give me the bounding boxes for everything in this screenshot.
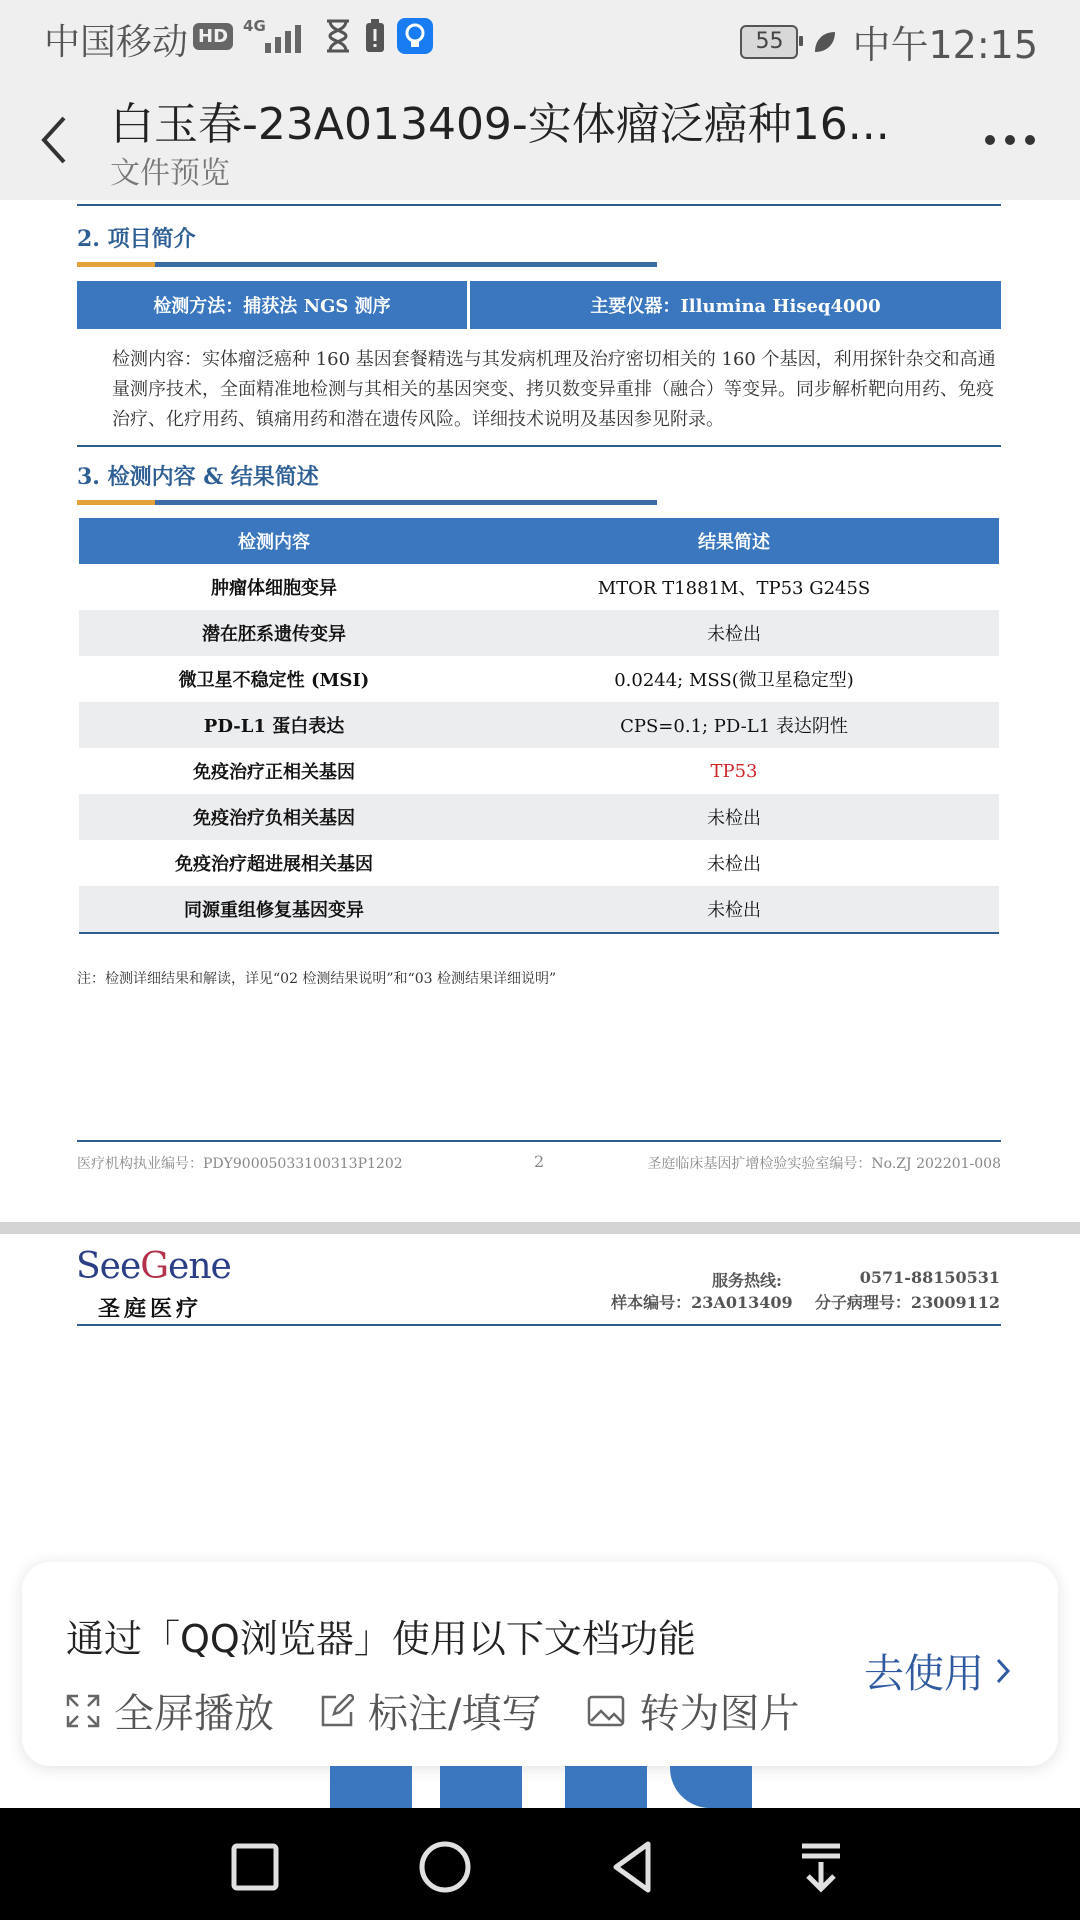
to-image-tool[interactable] [587,1682,799,1739]
license-number: 医疗机构执业编号：PDY90005033100313P1202 [77,1156,403,1172]
battery-level: 55 [755,29,784,54]
table-row [79,564,999,610]
chevron-right-icon [994,1656,1012,1686]
content-peek [565,1766,647,1808]
row-result: MTOR T1881M、TP53 G245S [597,578,871,599]
system-nav-bar [0,1808,1080,1920]
divider [77,1140,1001,1142]
table-row [79,656,999,702]
hd-icon: HD [193,23,233,50]
home-icon[interactable] [410,1832,480,1902]
battery-icon [740,25,798,59]
section-2-title: 2. 项目简介 [77,226,196,252]
divider [77,445,1001,447]
section-underline [77,262,657,267]
recent-apps-icon[interactable] [220,1832,290,1902]
row-result: 未检出 [707,624,761,645]
column-header: 检测内容 [238,532,310,553]
qq-browser-icon [397,18,433,54]
sample-ids: 样本编号：23A013409 分子病理号：23009112 [611,1293,1000,1312]
promo-tools [66,1682,845,1739]
title-bar [0,78,1080,200]
signal-icon [243,17,313,55]
page-separator [0,1222,1080,1234]
fullscreen-icon [66,1694,100,1728]
status-icons [193,16,433,56]
page-number: 2 [534,1152,545,1171]
cta-label: 去使用 [864,1651,984,1697]
status-right [740,14,1038,69]
content-peek [330,1766,412,1808]
row-item: 同源重组修复基因变异 [184,900,364,921]
go-use-button[interactable] [864,1642,1012,1699]
table-row [79,610,999,656]
notification-pulldown-icon[interactable] [786,1832,856,1902]
status-bar [0,0,1080,78]
more-options-icon[interactable] [980,130,1040,150]
table-row [79,748,999,794]
tool-label: 转为图片 [639,1691,800,1737]
row-result: 0.0244; MSS(微卫星稳定型) [614,670,854,691]
document-page [0,200,1080,1220]
row-item: PD-L1 蛋白表达 [203,716,345,737]
footnote: 注：检测详细结果和解读，详见“02 检测结果说明”和“03 检测结果详细说明” [77,971,557,987]
row-result: 未检出 [707,854,761,875]
table-row [79,886,999,932]
battery-alert-icon [363,18,387,54]
row-result: 未检出 [707,808,761,829]
table-row [79,702,999,748]
edit-icon [320,1694,354,1728]
logo-chinese: 圣庭医疗 [98,1296,203,1322]
document-subtitle: 文件预览 [110,156,230,191]
leaf-icon [812,29,838,55]
results-table [79,518,999,934]
row-item: 免疫治疗正相关基因 [193,762,355,783]
content-peek [440,1766,522,1808]
clock: 中午12:15 [852,23,1038,67]
row-item: 免疫治疗负相关基因 [193,808,355,829]
back-icon[interactable] [30,108,78,172]
row-result: 未检出 [707,900,761,921]
divider [79,932,999,934]
network-type: 4G [243,17,266,35]
lab-number: 圣庭临床基因扩增检验实验室编号：No.ZJ 202201-008 [647,1156,1001,1172]
hourglass-icon [323,18,353,54]
table-row [79,794,999,840]
hotline-label: 服务热线: [712,1271,782,1290]
method-label: 检测方法：捕获法 NGS 测序 [77,281,467,329]
qq-browser-promo [22,1562,1058,1766]
carrier-name: 中国移动 [44,22,189,63]
section-3-title: 3. 检测内容 & 结果简述 [77,464,319,490]
row-item: 微卫星不稳定性 (MSI) [178,670,370,691]
table-row [79,840,999,886]
content-description: 检测内容：实体瘤泛癌种 160 基因套餐精选与其发病机理及治疗密切相关的 160 个基因，利用探针杂交和高通量测序技术，全面精准地检测与其相关的基因突变、拷贝数变异重排（融合）等变异。同步解析靶向用药、免疫治疗、化疗用药、镇痛用药和潜在遗传风险。详细技术说明及基因参见附录。 [112,349,996,430]
back-nav-icon[interactable] [598,1832,668,1902]
tool-label: 标注/填写 [368,1691,542,1737]
column-header: 结果简述 [698,532,770,553]
table-header [79,518,999,564]
annotate-tool[interactable] [320,1682,541,1739]
document-title: 白玉春-23A013409-实体瘤泛癌种16... [110,99,890,150]
row-item: 潜在胚系遗传变异 [202,624,346,645]
image-icon [587,1695,625,1727]
section-underline [77,500,657,505]
document-page [0,1234,1080,1564]
method-header [77,281,1001,329]
hotline-number: 0571-88150531 [859,1268,1000,1287]
row-item: 免疫治疗超进展相关基因 [175,854,373,875]
row-item: 肿瘤体细胞变异 [211,578,337,599]
seegene-logo: SeeGene [76,1246,231,1287]
tool-label: 全屏播放 [114,1691,274,1737]
row-result: CPS=0.1; PD-L1 表达阴性 [620,716,848,737]
divider [77,1324,1001,1326]
divider [77,204,1001,206]
instrument-label: 主要仪器：Illumina Hiseq4000 [470,281,1001,329]
fullscreen-tool[interactable] [66,1682,274,1739]
content-peek [670,1766,752,1808]
row-result-highlight: TP53 [710,760,758,782]
promo-title: 通过「QQ浏览器」使用以下文档功能 [66,1617,696,1661]
